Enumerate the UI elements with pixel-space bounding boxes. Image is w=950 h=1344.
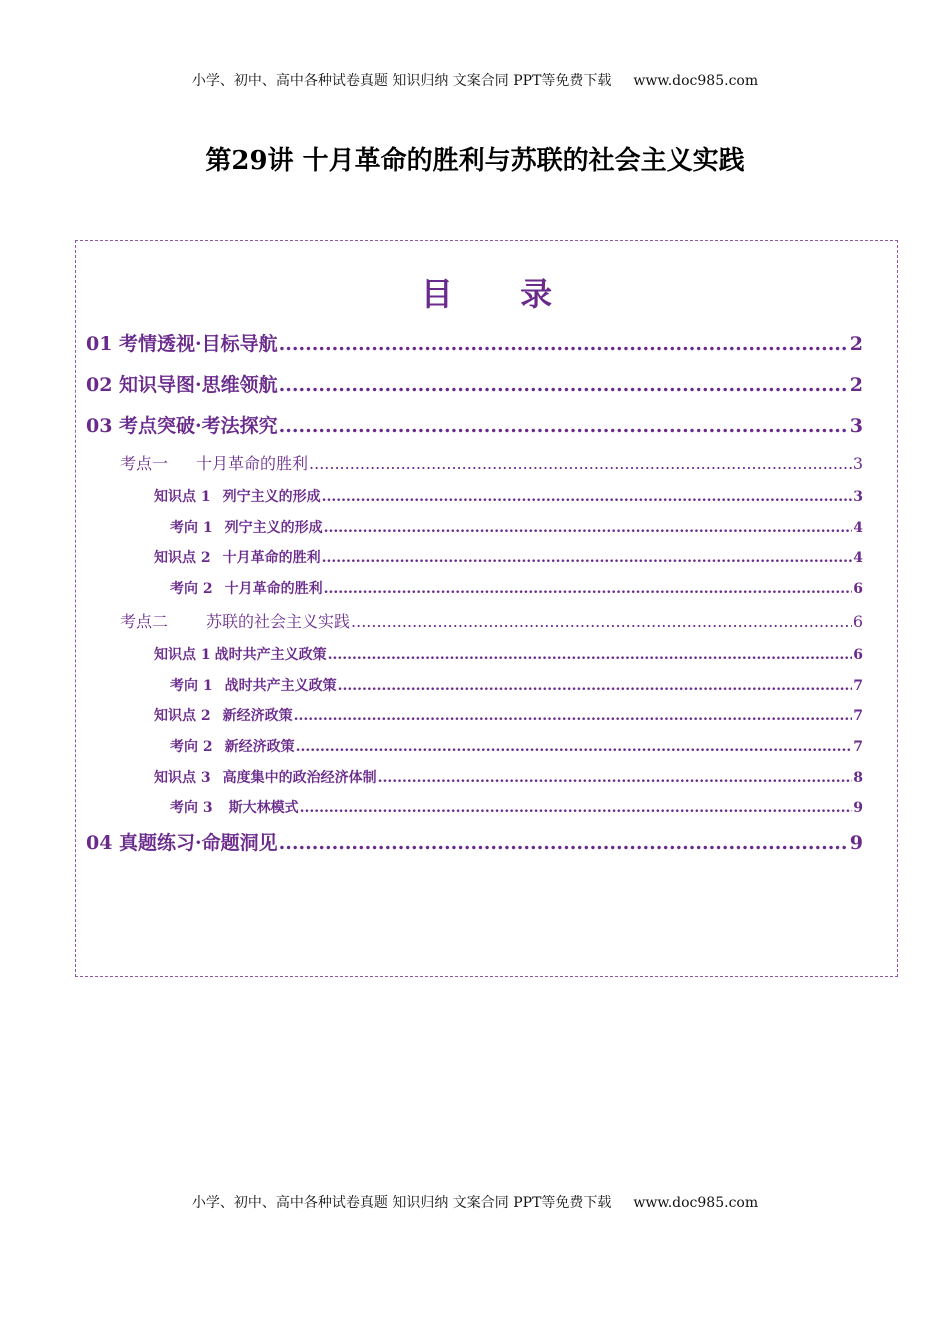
header-text: 小学、初中、高中各种试卷真题 知识归纳 文案合同 PPT等免费下载 bbox=[191, 73, 612, 89]
table-of-contents bbox=[75, 240, 898, 977]
header-site: www.doc985.com bbox=[633, 73, 759, 89]
toc-entry-prefix: 考向 2 bbox=[170, 581, 213, 597]
toc-entry-04[interactable] bbox=[86, 828, 863, 855]
toc-entry-page: 6 bbox=[853, 647, 863, 663]
toc-entry-kaoxiang-1-2[interactable] bbox=[170, 578, 863, 598]
toc-entry-page: 4 bbox=[853, 550, 863, 566]
toc-entry-page: 6 bbox=[853, 581, 863, 597]
toc-entry-page: 2 bbox=[849, 374, 863, 396]
toc-entry-zhishidian-2-2[interactable] bbox=[154, 705, 863, 725]
toc-entry-zhishidian-1-1[interactable] bbox=[154, 486, 863, 506]
toc-entry-prefix: 考向 1 bbox=[170, 520, 213, 536]
toc-entry-page: 2 bbox=[849, 333, 863, 355]
toc-leader bbox=[300, 800, 853, 816]
toc-leader bbox=[324, 520, 853, 536]
toc-leader bbox=[279, 832, 849, 854]
toc-entry-page: 8 bbox=[853, 770, 863, 786]
footer-site: www.doc985.com bbox=[633, 1195, 759, 1211]
toc-entry-prefix: 考点二 bbox=[120, 612, 169, 631]
toc-entry-01[interactable] bbox=[86, 329, 863, 356]
toc-entry-label: 02 知识导图·思维领航 bbox=[86, 374, 278, 396]
toc-leader bbox=[322, 550, 853, 566]
toc-entry-label: 04 真题练习·命题洞见 bbox=[86, 832, 278, 854]
toc-leader bbox=[294, 708, 853, 724]
toc-entry-zhishidian-2-3[interactable] bbox=[154, 767, 863, 787]
toc-entry-03[interactable] bbox=[86, 411, 863, 438]
toc-entry-label: 列宁主义的形成 bbox=[224, 520, 323, 536]
toc-entry-label: 高度集中的政治经济体制 bbox=[222, 770, 377, 786]
page-footer bbox=[0, 1192, 950, 1212]
toc-leader bbox=[338, 678, 853, 694]
toc-leader bbox=[279, 415, 849, 437]
document-title: 第29讲 十月革命的胜利与苏联的社会主义实践 bbox=[205, 146, 745, 176]
toc-entry-prefix: 知识点 1 bbox=[154, 489, 211, 505]
footer-text: 小学、初中、高中各种试卷真题 知识归纳 文案合同 PPT等免费下载 bbox=[191, 1195, 612, 1211]
toc-entry-kaoxiang-2-1[interactable] bbox=[170, 675, 863, 695]
toc-leader bbox=[322, 489, 853, 505]
toc-entry-label: 新经济政策 bbox=[224, 739, 295, 755]
toc-entry-label: 苏联的社会主义实践 bbox=[206, 612, 351, 631]
toc-entry-label: 斯大林模式 bbox=[228, 800, 299, 816]
toc-entry-label: 战时共产主义政策 bbox=[224, 678, 337, 694]
toc-entry-prefix: 考点一 bbox=[120, 454, 169, 473]
toc-entry-prefix: 考向 3 bbox=[170, 800, 213, 816]
toc-entry-kaodian-1[interactable] bbox=[120, 451, 863, 474]
toc-leader bbox=[328, 647, 853, 663]
toc-entry-label: 战时共产主义政策 bbox=[214, 647, 327, 663]
toc-entry-label: 03 考点突破·考法探究 bbox=[86, 415, 278, 437]
toc-entry-kaoxiang-2-3[interactable] bbox=[170, 797, 863, 817]
toc-entry-page: 3 bbox=[849, 415, 863, 437]
toc-entry-02[interactable] bbox=[86, 370, 863, 397]
toc-leader bbox=[378, 770, 853, 786]
toc-leader bbox=[279, 374, 849, 396]
toc-entry-label: 列宁主义的形成 bbox=[222, 489, 321, 505]
toc-entry-label: 01 考情透视·目标导航 bbox=[86, 333, 278, 355]
page-header bbox=[0, 70, 950, 90]
toc-heading: 目 录 bbox=[420, 275, 581, 313]
toc-entry-prefix: 知识点 2 bbox=[154, 708, 211, 724]
toc-entry-zhishidian-1-2[interactable] bbox=[154, 547, 863, 567]
toc-entry-prefix: 知识点 3 bbox=[154, 770, 211, 786]
toc-leader bbox=[351, 612, 852, 631]
toc-leader bbox=[309, 454, 852, 473]
toc-entry-page: 6 bbox=[852, 612, 863, 631]
toc-leader bbox=[279, 333, 849, 355]
toc-entry-label: 十月革命的胜利 bbox=[196, 454, 309, 473]
toc-entry-prefix: 知识点 1 bbox=[154, 647, 211, 663]
toc-entry-prefix: 知识点 2 bbox=[154, 550, 211, 566]
toc-entry-page: 9 bbox=[853, 800, 863, 816]
toc-entry-page: 7 bbox=[853, 739, 863, 755]
toc-entry-page: 3 bbox=[853, 489, 863, 505]
toc-leader bbox=[296, 739, 853, 755]
toc-entry-zhishidian-2-1[interactable] bbox=[154, 644, 863, 664]
toc-entry-page: 7 bbox=[853, 678, 863, 694]
toc-entry-page: 4 bbox=[853, 520, 863, 536]
toc-entry-kaoxiang-2-2[interactable] bbox=[170, 736, 863, 756]
toc-entry-page: 9 bbox=[849, 832, 863, 854]
toc-entry-label: 十月革命的胜利 bbox=[224, 581, 323, 597]
toc-entry-prefix: 考向 2 bbox=[170, 739, 213, 755]
toc-entry-label: 新经济政策 bbox=[222, 708, 293, 724]
toc-entry-page: 7 bbox=[853, 708, 863, 724]
toc-entry-kaoxiang-1-1[interactable] bbox=[170, 517, 863, 537]
toc-entry-kaodian-2[interactable] bbox=[120, 609, 863, 632]
toc-entry-page: 3 bbox=[852, 454, 863, 473]
toc-entry-prefix: 考向 1 bbox=[170, 678, 213, 694]
toc-leader bbox=[324, 581, 853, 597]
toc-entry-label: 十月革命的胜利 bbox=[222, 550, 321, 566]
